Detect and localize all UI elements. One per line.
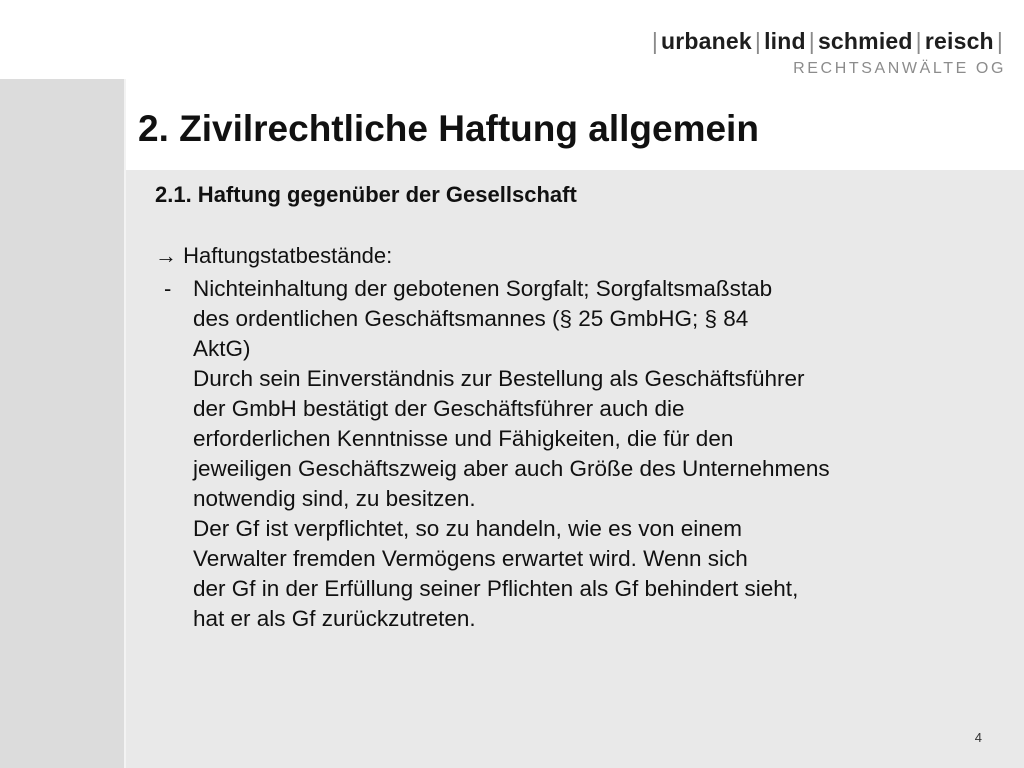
body-line: hat er als Gf zurückzutreten.: [193, 606, 476, 631]
logo-name-lind: lind: [764, 28, 806, 54]
body-line: Nichteinhaltung der gebotenen Sorgfalt; Sorgfaltsmaßstab: [193, 276, 773, 301]
body-line: Durch sein Einverständnis zur Bestellung als Geschäftsführer: [193, 366, 805, 391]
section-heading: 2.1. Haftung gegenüber der Gesellschaft: [155, 182, 577, 207]
subheading-haftungstatbestaende: → Haftungstatbestände:: [155, 243, 393, 268]
bullet-marker: -: [164, 276, 172, 301]
body-line: Der Gf ist verpflichtet, so zu handeln, wie es von einem: [193, 516, 743, 541]
logo-name-schmied: schmied: [817, 28, 913, 54]
body-line: notwendig sind, zu besitzen.: [193, 486, 476, 511]
left-decorative-bar: [0, 79, 126, 768]
body-text: [193, 274, 1013, 634]
firm-logo: [649, 28, 1006, 78]
body-line: Verwalter fremden Vermögens erwartet wird. Wenn sich: [193, 546, 748, 571]
body-line: jeweiligen Geschäftszweig aber auch Größe des Unternehmens: [193, 456, 830, 481]
logo-name-reisch: reisch: [924, 28, 994, 54]
body-line: der Gf in der Erfüllung seiner Pflichten als Gf behindert sieht,: [193, 576, 799, 601]
logo-firm-names: | urbanek | lind | schmied | reisch |: [651, 28, 1003, 54]
logo-subtitle: RECHTSANWÄLTE OG: [793, 60, 1006, 77]
body-line: des ordentlichen Geschäftsmannes (§ 25 GmbHG; § 84: [193, 306, 749, 331]
body-line: AktG): [193, 336, 251, 361]
body-line: der GmbH bestätigt der Geschäftsführer auch die: [193, 396, 685, 421]
body-line: erforderlichen Kenntnisse und Fähigkeiten, die für den: [193, 426, 734, 451]
page-number: 4: [974, 730, 982, 745]
logo-name-urbanek: urbanek: [661, 28, 752, 54]
slide-title: 2. Zivilrechtliche Haftung allgemein: [138, 108, 759, 149]
